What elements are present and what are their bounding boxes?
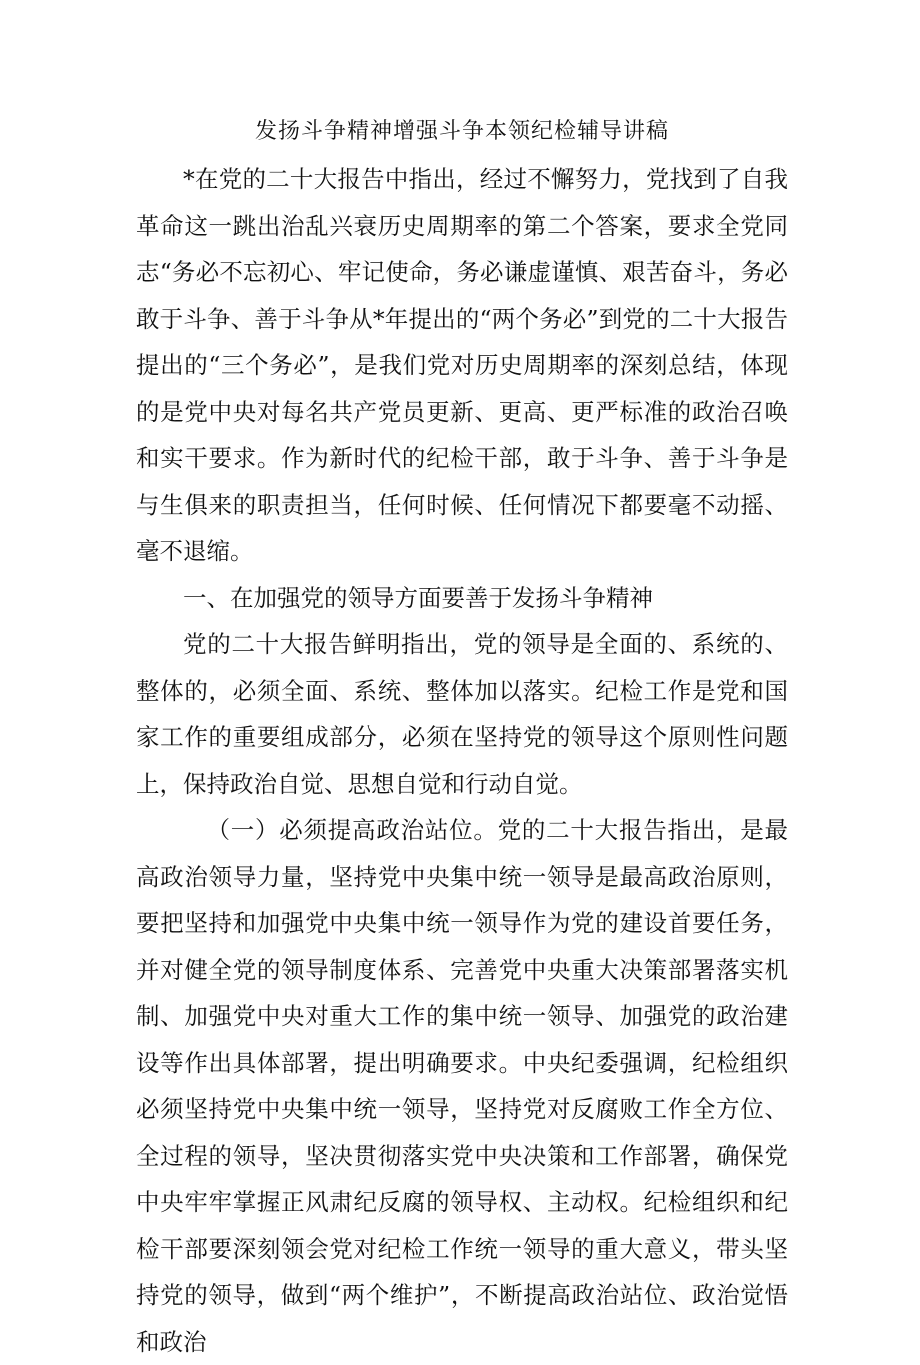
section-heading-1: 一、在加强党的领导方面要善于发扬斗争精神 (183, 583, 653, 612)
section-1-paragraph: 党的二十大报告鲜明指出，党的领导是全面的、系统的、整体的，必须全面、系统、整体加以落实。纪检工作是党和国家工作的重要组成部分，必须在坚持党的领导这个原则性问题上，保持政治自觉、思想自觉和行动自觉。 (136, 630, 788, 798)
intro-paragraph: *在党的二十大报告中指出，经过不懈努力，党找到了自我革命这一跳出治乱兴衰历史周期率的第二个答案，要求全党同志“务必不忘初心、牢记使命，务必谦虚谨慎、艰苦奋斗，务必敢于斗争、善于斗争从*年提出的“两个务必”到党的二十大报告提出的“三个务必”，是我们党对历史周期率的深刻总结，体现的是党中央对每名共产党员更新、更高、更严标准的政治召唤和实干要求。作为新时代的纪检干部，敢于斗争、善于斗争是与生俱来的职责担当，任何时候、任何情况下都要毫不动摇、毫不退缩。 (136, 165, 788, 565)
subsection-1-paragraph: （一）必须提高政治站位。党的二十大报告指出，是最高政治领导力量，坚持党中央集中统一领导是最高政治原则，要把坚持和加强党中央集中统一领导作为党的建设首要任务，并对健全党的领导制度体系、完善党中央重大决策部署落实机制、加强党中央对重大工作的集中统一领导、加强党的政治建设等作出具体部署，提出明确要求。中央纪委强调，纪检组织必须坚持党中央集中统一领导，坚持党对反腐败工作全方位、全过程的领导，坚决贯彻落实党中央决策和工作部署，确保党中央牢牢掌握正风肃纪反腐的领导权、主动权。纪检组织和纪检干部要深刻领会党对纪检工作统一领导的重大意义，带头坚持党的领导，做到“两个维护”，不断提高政治站位、政治觉悟和政治 (136, 816, 788, 1356)
document-title: 发扬斗争精神增强斗争本领纪检辅导讲稿 (254, 119, 669, 144)
document-body (136, 112, 788, 1365)
